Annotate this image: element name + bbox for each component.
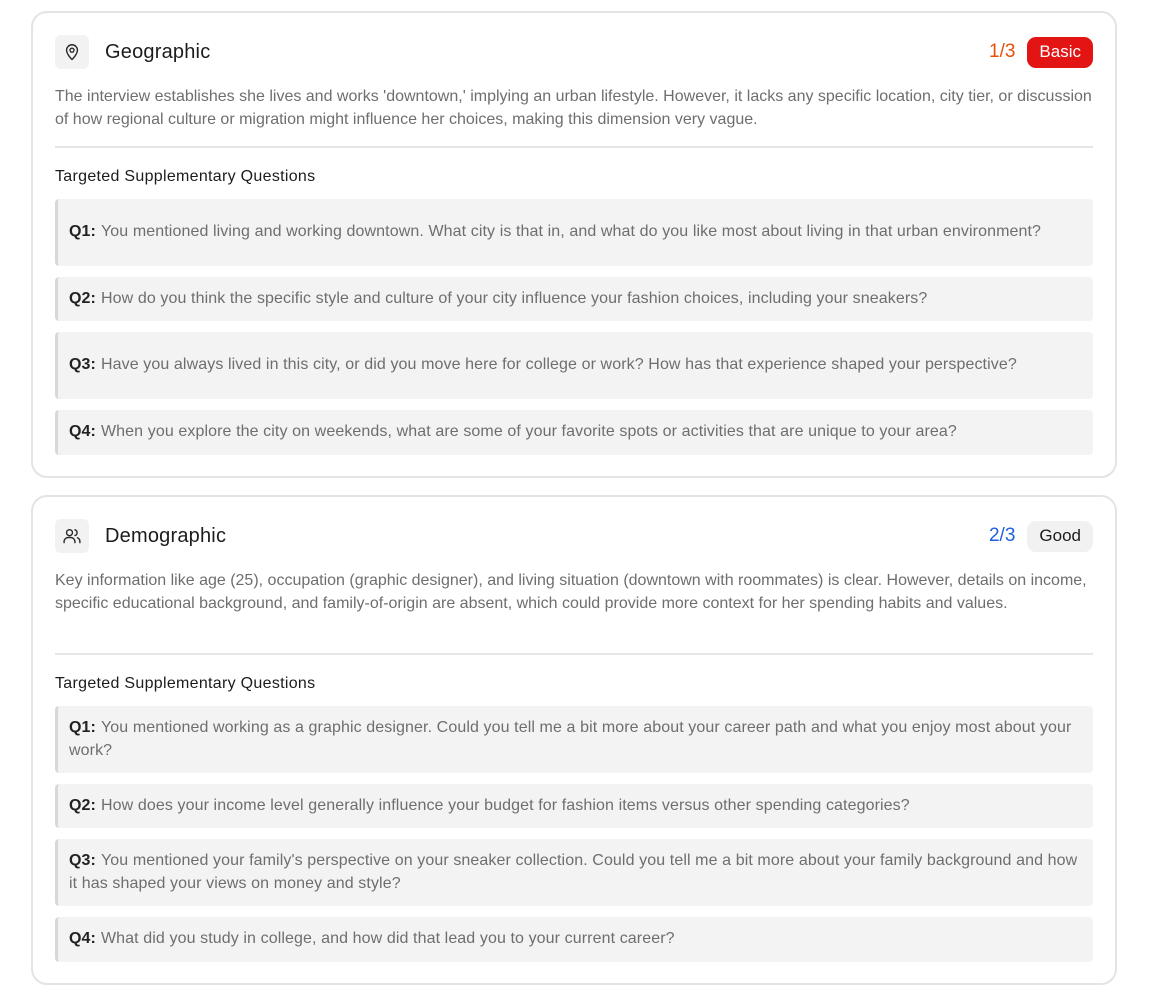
question-text: How do you think the specific style and culture of your city influence your fashion choices, including your sneakers? <box>100 289 928 307</box>
question-text: When you explore the city on weekends, what are some of your favorite spots or activities that are unique to your area? <box>100 423 957 441</box>
question-text: You mentioned your family's perspective on your sneaker collection. Could you tell me a bit more about your family background and how it has shaped your views on money and style? <box>69 852 1078 892</box>
card-summary: The interview establishes she lives and works 'downtown,' implying an urban lifestyle. However, it lacks any specific location, city tier, or discussion of how regional culture or migration might influence her choices, making this dimension very vague. <box>55 88 1092 128</box>
question-text: How does your income level generally influence your budget for fashion items versus other spending categories? <box>100 796 910 814</box>
demographic-card <box>31 495 1117 985</box>
question-item <box>55 277 1093 321</box>
rating-badge: Basic <box>1027 37 1093 68</box>
question-text: What did you study in college, and how did that lead you to your current career? <box>100 930 675 948</box>
question-item <box>55 199 1093 266</box>
score-value: 1/3 <box>989 41 1016 62</box>
question-item <box>55 839 1093 906</box>
card-header <box>55 35 1093 69</box>
question-label: Q1: <box>69 223 96 241</box>
question-label: Q3: <box>69 852 96 869</box>
question-label: Q4: <box>69 423 96 441</box>
geographic-card <box>31 11 1117 478</box>
question-item <box>55 332 1093 399</box>
question-text: You mentioned working as a graphic designer. Could you tell me a bit more about your career path and what you enjoy most about your work? <box>69 719 1072 759</box>
question-label: Q4: <box>69 930 96 948</box>
question-item <box>55 706 1093 773</box>
divider <box>55 146 1093 148</box>
question-label: Q2: <box>69 289 96 307</box>
question-label: Q1: <box>69 719 96 736</box>
users-icon <box>55 519 89 553</box>
questions-heading: Targeted Supplementary Questions <box>55 168 316 185</box>
questions-heading: Targeted Supplementary Questions <box>55 675 316 692</box>
question-label: Q3: <box>69 356 96 374</box>
card-header <box>55 519 1093 553</box>
question-label: Q2: <box>69 796 96 814</box>
question-text: You mentioned living and working downtown. What city is that in, and what do you like most about living in that urban environment? <box>100 223 1042 241</box>
card-title: Demographic <box>105 524 227 547</box>
card-title: Geographic <box>105 40 211 63</box>
divider <box>55 653 1093 655</box>
score-value: 2/3 <box>988 525 1016 546</box>
question-text: Have you always lived in this city, or did you move here for college or work? How has that experience shaped your perspective? <box>100 356 1017 374</box>
question-item <box>55 410 1093 455</box>
question-item <box>55 784 1093 828</box>
map-pin-icon <box>55 35 89 69</box>
question-item <box>55 917 1093 962</box>
rating-badge: Good <box>1027 521 1093 552</box>
card-summary: Key information like age (25), occupation (graphic designer), and living situation (downtown with roommates) is clear. However, details on income, specific educational background, and family-of-origin are absent, which could provide more context for her spending habits and values. <box>55 572 1087 612</box>
